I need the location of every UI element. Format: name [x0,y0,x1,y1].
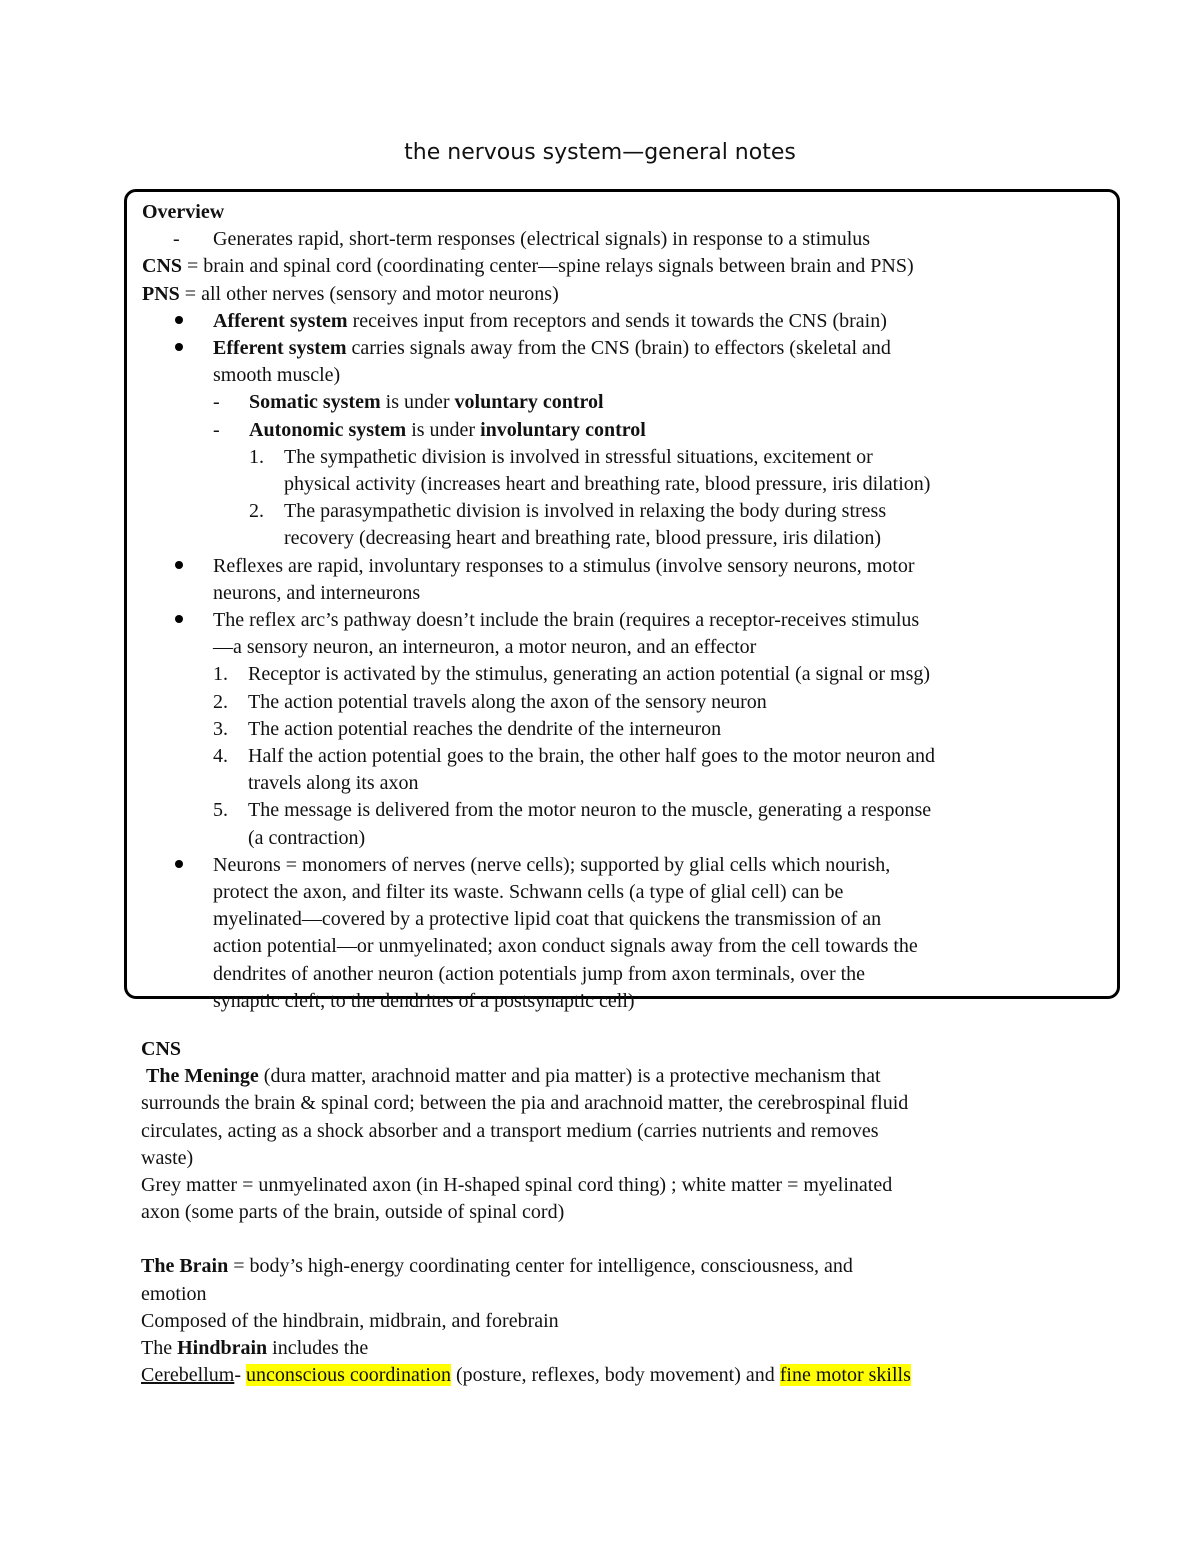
neurons-text-cont: protect the axon, and filter its waste. Schwann cells (a type of glial cell) can be [213,881,844,904]
number-marker: 1. [249,445,264,468]
step-text: Receptor is activated by the stimulus, generating an action potential (a signal or msg) [248,663,931,686]
meninge-text-cont: circulates, acting as a shock absorber and a transport medium (carries nutrients and removes [141,1119,879,1142]
list-item [142,417,1072,444]
highlight-unconscious-coordination: unconscious coordination [245,1364,451,1387]
brain-text-cont: emotion [141,1282,207,1305]
efferent-text: carries signals away from the CNS (brain) to effectors (skeletal and [346,337,891,360]
bullet-icon [175,553,213,580]
pns-line [142,281,1072,308]
meninge-line [141,1063,1101,1090]
hindbrain-post: includes the [267,1337,369,1360]
composed-text: Composed of the hindbrain, midbrain, and forebrain [141,1309,559,1332]
step-text-cont: (a contraction) [248,826,366,849]
brain-text: = body’s high-energy coordinating center for intelligence, consciousness, and [228,1255,853,1278]
sympathetic-text-cont: physical activity (increases heart and breathing rate, blood pressure, iris dilation) [284,473,931,496]
grey-matter-text: Grey matter = unmyelinated axon (in H-shaped spinal cord thing) ; white matter = myelinated [141,1174,893,1197]
list-item [142,797,1072,824]
brain-label: The Brain [141,1255,229,1278]
cerebellum-dash: - [234,1364,246,1387]
neurons-text: Neurons = monomers of nerves (nerve cells); supported by glial cells which nourish, [213,853,891,876]
reflex-arc-text-cont: —a sensory neuron, an interneuron, a motor neuron, and an effector [213,636,757,659]
highlight-fine-motor-skills: fine motor skills [779,1364,911,1387]
autonomic-mid: is under [406,418,481,441]
cns-label: CNS [142,255,183,278]
overview-box [124,189,1120,1012]
dash-marker: - [173,228,180,251]
paragraph-gap [141,1226,1101,1253]
meninge-text-cont: waste) [141,1146,194,1169]
hindbrain-label: Hindbrain [177,1337,268,1360]
step-text: The message is delivered from the motor neuron to the muscle, generating a response [248,799,932,822]
autonomic-control: involuntary control [480,418,646,441]
number-marker: 5. [213,799,228,822]
neurons-text-cont: dendrites of another neuron (action potentials jump from axon terminals, over the [213,962,866,985]
page-title: the nervous system—general notes [404,140,796,165]
efferent-label: Efferent system [213,337,347,360]
parasympathetic-text-cont: recovery (decreasing heart and breathing rate, blood pressure, iris dilation) [284,527,881,550]
somatic-control: voluntary control [454,391,604,414]
efferent-text-cont: smooth muscle) [213,364,341,387]
overview-text [142,199,1072,1015]
neurons-text-cont: action potential—or unmyelinated; axon conduct signals away from the cell towards the [213,935,918,958]
list-item [142,661,1072,688]
somatic-label: Somatic system [249,391,381,414]
reflexes-text: Reflexes are rapid, involuntary responses to a stimulus (involve sensory neurons, motor [213,554,915,577]
number-marker: 2. [213,690,228,713]
overview-heading: Overview [142,201,225,223]
reflexes-text-cont: neurons, and interneurons [213,581,421,604]
step-text: The action potential reaches the dendrite of the interneuron [248,717,722,740]
dash-marker: - [213,418,220,441]
bullet-icon [175,308,213,335]
list-item [142,498,1072,525]
neurons-text-cont: myelinated—covered by a protective lipid coat that quickens the transmission of an [213,908,882,931]
somatic-mid: is under [380,391,455,414]
number-marker: 2. [249,500,264,523]
cerebellum-mid: (posture, reflexes, body movement) and [450,1364,780,1387]
dash-marker: - [213,391,220,414]
list-item [142,716,1072,743]
hindbrain-line [141,1335,1101,1362]
afferent-label: Afferent system [213,309,348,332]
list-item [142,444,1072,471]
afferent-text: receives input from receptors and sends it towards the CNS (brain) [347,309,887,332]
cns-line [142,253,1072,280]
meninge-text: (dura matter, arachnoid matter and pia matter) is a protective mechanism that [258,1065,881,1088]
cns-section [141,1036,1101,1389]
step-text-cont: travels along its axon [248,772,419,795]
hindbrain-pre: The [141,1337,178,1360]
list-item [142,226,1072,253]
step-text: Half the action potential goes to the brain, the other half goes to the motor neuron and [248,745,936,768]
bullet-icon [175,607,213,634]
sympathetic-text: The sympathetic division is involved in stressful situations, excitement or [284,445,873,468]
meninge-label: The Meninge [146,1065,259,1088]
list-item [142,308,1072,335]
list-item [142,689,1072,716]
cerebellum-term: Cerebellum [141,1364,235,1387]
pns-text: = all other nerves (sensory and motor neurons) [179,282,559,305]
reflex-arc-text: The reflex arc’s pathway doesn’t include the brain (requires a receptor-receives stimulus [213,609,920,632]
overview-item: Generates rapid, short-term responses (electrical signals) in response to a stimulus [213,228,871,251]
pns-label: PNS [142,282,180,305]
list-item [142,743,1072,770]
grey-matter-text-cont: axon (some parts of the brain, outside of spinal cord) [141,1201,565,1224]
parasympathetic-text: The parasympathetic division is involved in relaxing the body during stress [284,500,887,523]
list-item [142,553,1072,580]
number-marker: 4. [213,745,228,768]
bullet-icon [175,852,213,879]
number-marker: 1. [213,663,228,686]
cns-text: = brain and spinal cord (coordinating center—spine relays signals between brain and PNS) [182,255,914,278]
number-marker: 3. [213,717,228,740]
bullet-icon [175,335,213,362]
brain-line [141,1253,1101,1280]
list-item [142,335,1072,362]
meninge-text-cont: surrounds the brain & spinal cord; between the pia and arachnoid matter, the cerebrospinal fluid [141,1092,909,1115]
autonomic-label: Autonomic system [249,418,407,441]
cns-heading: CNS [141,1038,182,1060]
list-item [142,852,1072,879]
cerebellum-line [141,1362,1101,1389]
neurons-text-cont: synaptic cleft, to the dendrites of a postsynaptic cell) [213,989,635,1012]
list-item [142,607,1072,634]
list-item [142,389,1072,416]
step-text: The action potential travels along the axon of the sensory neuron [248,690,767,713]
